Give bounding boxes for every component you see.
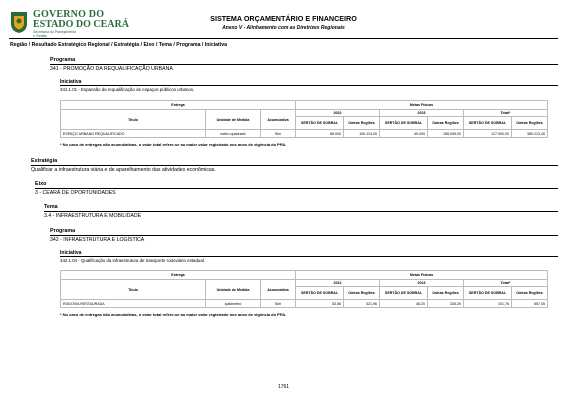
row-sertao-2022: 68.000	[296, 130, 344, 138]
row-acumulativa: Sim	[261, 300, 296, 308]
total-header: Total*	[463, 280, 547, 287]
iniciativa-underline	[60, 85, 558, 86]
row-sertao-2023: 49.000	[379, 130, 427, 138]
eixo-label: Eixo	[35, 181, 47, 187]
tema-label: Tema	[44, 204, 58, 210]
row-outras-2022: 190.113,00	[344, 130, 380, 138]
outras-2022-header: Outras Regiões	[344, 117, 380, 130]
acumulativa-header: Acumulativa	[261, 110, 296, 130]
row-unidade: quilômetro	[206, 300, 261, 308]
sertao-2022-header: SERTÃO DE SOBRAL	[296, 287, 344, 300]
row-outras-2022: 321,96	[344, 300, 380, 308]
row-outras-2023: 185.099,00	[428, 130, 464, 138]
year-2022-header: 2022	[296, 110, 380, 117]
year-2023-header: 2023	[379, 280, 463, 287]
sertao-total-header: SERTÃO DE SOBRAL	[463, 117, 511, 130]
programa-value: 341 - PROMOÇÃO DA REQUALIFICAÇÃO URBANA	[50, 66, 173, 72]
document-title: SISTEMA ORÇAMENTÁRIO E FINANCEIRO	[210, 14, 357, 23]
unidade-header: Unidade de Medida	[206, 280, 261, 300]
outras-total-header: Outras Regiões	[511, 287, 547, 300]
tema-value: 3.4 - INFRAESTRUTURA E MOBILIDADE	[44, 213, 142, 219]
iniciativa-label-2: Iniciativa	[60, 250, 82, 256]
programa-label-2: Programa	[50, 228, 76, 234]
titulo-header: Título	[61, 280, 206, 300]
row-sertao-total: 101,76	[463, 300, 511, 308]
row-sertao-total: 117.000,00	[463, 130, 511, 138]
row-titulo: ESPAÇO URBANO REQUALIFICADO	[61, 130, 206, 138]
metas-table-1	[60, 100, 548, 138]
entrega-header: Entrega	[61, 101, 296, 110]
sertao-2023-header: SERTÃO DE SOBRAL	[379, 117, 427, 130]
metas-header: Metas Físicas	[296, 101, 548, 110]
row-acumulativa: Sim	[261, 130, 296, 138]
iniciativa-value-2: 342.1.04 - Qualificação da infraestrutura de transporte rodoviário estadual.	[60, 258, 205, 263]
eixo-value: 3 - CEARÁ DE OPORTUNIDADES	[35, 190, 116, 196]
programa-value-2: 342 - INFRAESTRUTURA E LOGÍSTICA	[50, 237, 145, 243]
sertao-2022-header: SERTÃO DE SOBRAL	[296, 117, 344, 130]
year-2023-header: 2023	[379, 110, 463, 117]
outras-total-header: Outras Regiões	[511, 117, 547, 130]
document-subtitle: Anexo V - Alinhamento com as Diretrizes Regionais	[222, 25, 345, 31]
programa-underline-2	[50, 235, 558, 236]
row-sertao-2022: 53,56	[296, 300, 344, 308]
total-header: Total*	[463, 110, 547, 117]
outras-2023-header: Outras Regiões	[428, 287, 464, 300]
iniciativa-underline-2	[60, 256, 558, 257]
outras-2022-header: Outras Regiões	[344, 287, 380, 300]
unidade-header: Unidade de Medida	[206, 110, 261, 130]
row-outras-2023: 335,39	[428, 300, 464, 308]
iniciativa-label: Iniciativa	[60, 79, 82, 85]
entrega-header: Entrega	[61, 271, 296, 280]
titulo-header: Título	[61, 110, 206, 130]
outras-2023-header: Outras Regiões	[428, 117, 464, 130]
logo-text-line1: GOVERNO DO	[33, 9, 105, 20]
table-footnote-2: * No caso de entregas não acumulativas, o valor total refere-se ao maior valor registrado nos anos de vigência do PPA.	[60, 312, 287, 317]
programa-underline	[50, 64, 558, 65]
row-outras-total: 380.213,40	[511, 130, 547, 138]
estrategia-underline	[31, 165, 558, 166]
sertao-2023-header: SERTÃO DE SOBRAL	[379, 287, 427, 300]
page-number: 1761	[277, 384, 290, 390]
year-2022-header: 2022	[296, 280, 380, 287]
eixo-underline	[35, 188, 558, 189]
metas-header: Metas Físicas	[296, 271, 548, 280]
row-sertao-2023: 48,20	[379, 300, 427, 308]
tema-underline	[44, 211, 558, 212]
header-divider	[9, 38, 558, 39]
acumulativa-header: Acumulativa	[261, 280, 296, 300]
row-titulo: RODOVIA RESTAURADA	[61, 300, 206, 308]
logo-secretaria: Secretaria do Planejamento	[33, 30, 77, 34]
hierarchy-breadcrumb: Região / Resultado Estratégico Regional / Estratégia / Eixo / Tema / Programa / Iniciativa	[10, 42, 227, 48]
table-row	[61, 130, 548, 138]
estrategia-value: Qualificar a infraestrutura viária e de aparelhamento das atividades econômicas.	[31, 167, 216, 173]
metas-table-2	[60, 270, 548, 308]
row-outras-total: 657,05	[511, 300, 547, 308]
table-footnote-1: * No caso de entregas não acumulativas, o valor total refere-se ao maior valor registrado nos anos de vigência do PPA.	[60, 142, 287, 147]
table-row	[61, 300, 548, 308]
iniciativa-value: 341.1.01 - Expansão da requalificação de espaços públicos urbanos.	[60, 87, 195, 92]
programa-label: Programa	[50, 57, 76, 63]
sertao-total-header: SERTÃO DE SOBRAL	[463, 287, 511, 300]
estrategia-label: Estratégia	[31, 158, 58, 164]
logo-text-line2: ESTADO DO CEARÁ	[33, 19, 129, 30]
logo-gestao: e Gestão	[33, 34, 48, 38]
logo-text-line3	[33, 30, 76, 38]
row-unidade: metro quadrado	[206, 130, 261, 138]
